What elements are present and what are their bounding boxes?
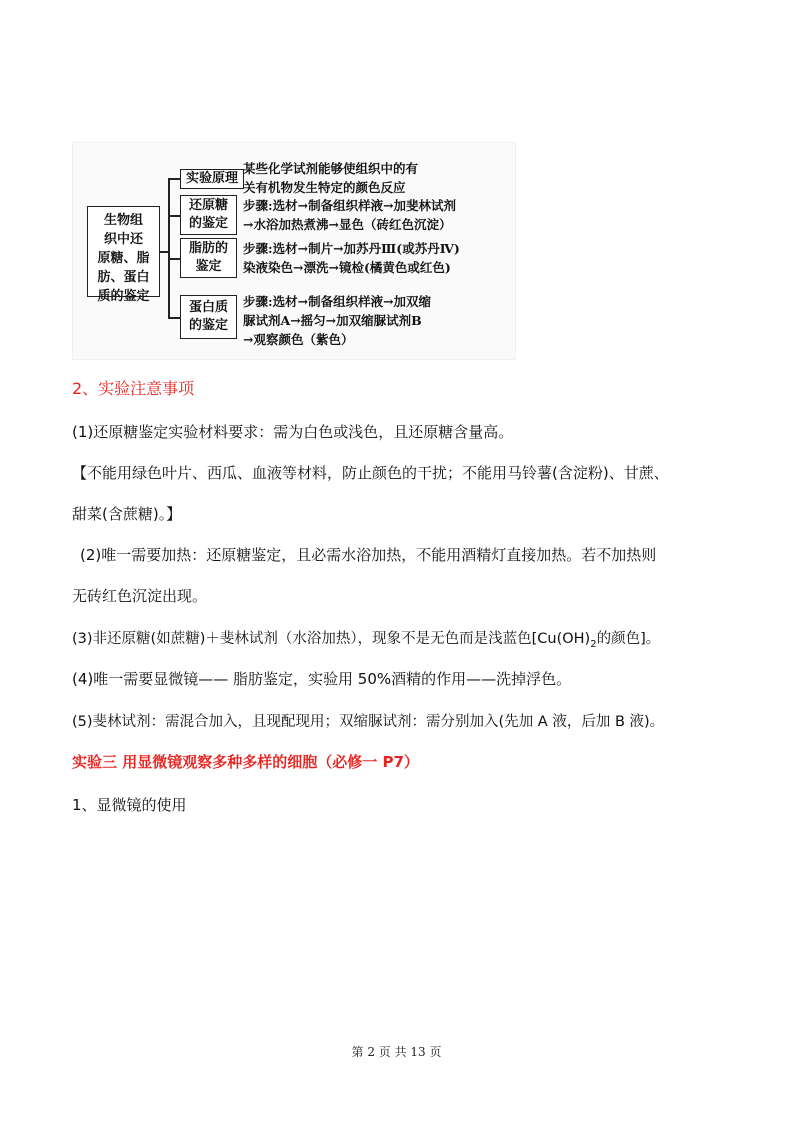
bracket-vertical: [168, 178, 170, 318]
branch-box-reducing-sugar: 还原糖 的鉴定: [180, 195, 237, 235]
branch-text-protein: 步骤:选材→制备组织样液→加双缩 脲试剂A→摇匀→加双缩脲试剂B →观察颜色（紫色）: [243, 294, 432, 347]
branch-text-principle: 某些化学试剂能够使组织中的有 关有机物发生特定的颜色反应: [243, 161, 419, 195]
diagram-main-box: 生物组 织中还 原糖、脂 肪、蛋白 质的鉴定: [87, 206, 160, 297]
branch-box-fat: 脂肪的 鉴定: [180, 238, 237, 278]
section2-heading: 2、实验注意事项: [72, 379, 195, 398]
bracket-arm-2: [168, 215, 180, 217]
paragraph-4: (3)非还原糖(如蔗糖)＋斐林试剂（水浴加热），现象不是无色而是浅蓝色[$Cu(OH)_2$的颜色]。: [72, 631, 661, 650]
bracket-arm-1: [168, 178, 180, 180]
page-footer: 第 2 页 共 13 页: [351, 1045, 442, 1059]
paragraph-5: (4)唯一需要显微镜—— 脂肪鉴定，实验用 50%酒精的作用——洗掉浮色。: [72, 670, 572, 688]
experiment-3-heading: 实验三 用显微镜观察多种多样的细胞（必修一 P7）: [72, 753, 419, 771]
subsection-1-heading: 1、显微镜的使用: [72, 796, 187, 814]
branch-box-protein: 蛋白质 的鉴定: [180, 295, 237, 339]
paragraph-2-line-1: 【不能用绿色叶片、西瓜、血液等材料，防止颜色的干扰；不能用马铃薯(含淀粉)、甘蔗、: [72, 464, 669, 482]
bracket-arm-4: [168, 317, 180, 319]
branch-box-principle: 实验原理: [180, 169, 244, 189]
paragraph-6: (5)斐林试剂：需混合加入，且现配现用；双缩脲试剂：需分别加入(先加 A 液，后加 B 液)。: [72, 714, 665, 730]
paragraph-2-line-2: 甜菜(含蔗糖)。】: [72, 505, 182, 523]
concept-diagram: [72, 142, 516, 360]
paragraph-3-line-1: (2)唯一需要加热：还原糖鉴定，且必需水浴加热，不能用酒精灯直接加热。若不加热则: [80, 546, 657, 564]
branch-text-fat: 步骤:选材→制片→加苏丹Ⅲ(或苏丹Ⅳ) 染液染色→漂洗→镜检(橘黄色或红色): [243, 241, 460, 275]
paragraph-3-line-2: 无砖红色沉淀出现。: [72, 587, 208, 605]
branch-text-reducing-sugar: 步骤:选材→制备组织样液→加斐林试剂 →水浴加热煮沸→显色（砖红色沉淀）: [243, 198, 457, 232]
paragraph-1: (1)还原糖鉴定实验材料要求：需为白色或浅色，且还原糖含量高。: [72, 423, 514, 441]
bracket-arm-3: [168, 258, 180, 260]
